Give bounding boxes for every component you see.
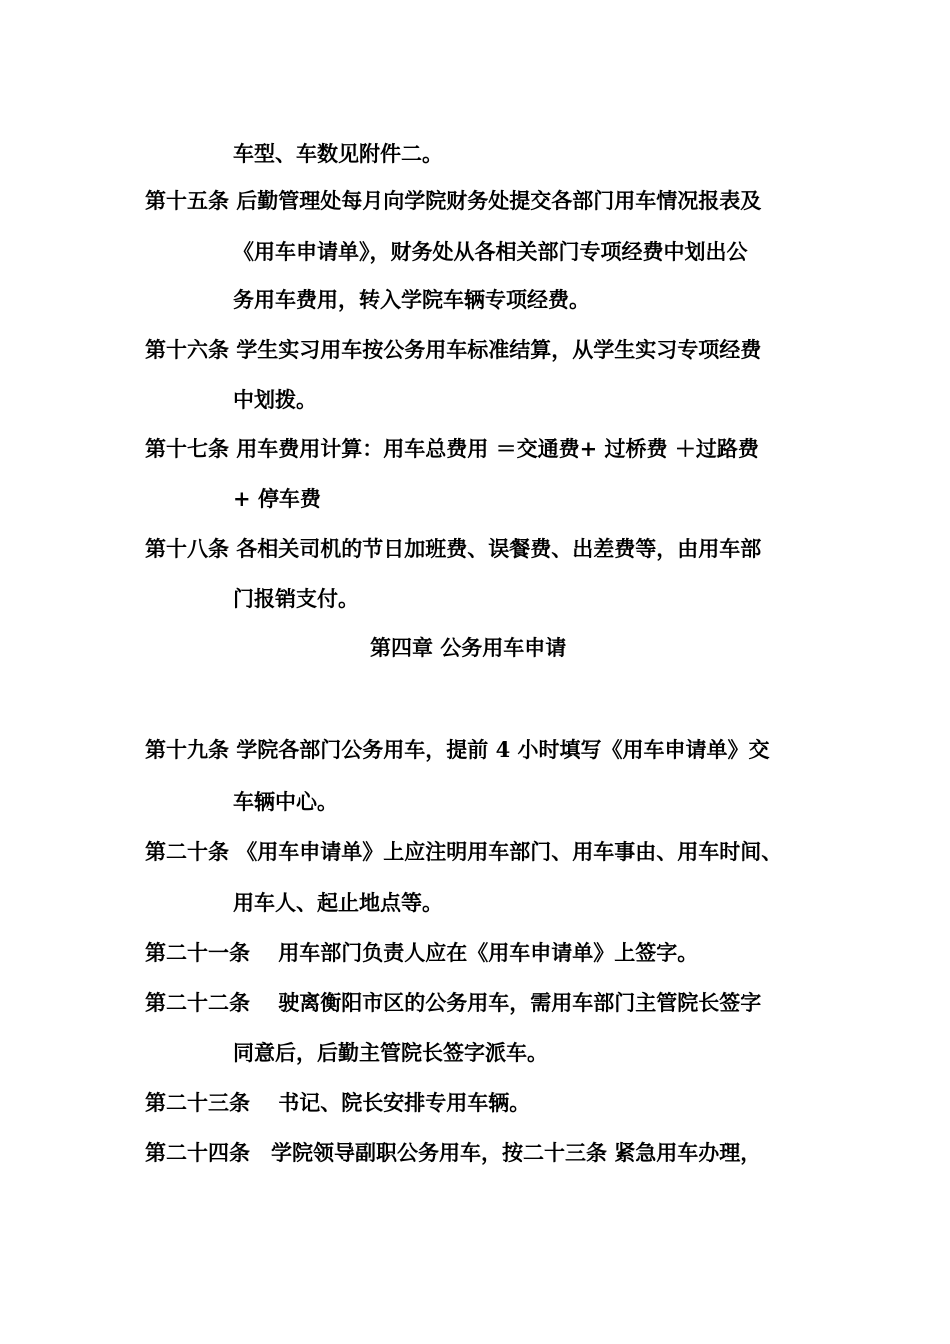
article-17-line: 第十七条 用车费用计算：用车总费用 ＝交通费+ 过桥费 ＋过路费 — [145, 436, 759, 461]
paragraph-line: 同意后，后勤主管院长签字派车。 — [233, 1040, 548, 1065]
paragraph-line: 务用车费用，转入学院车辆专项经费。 — [233, 287, 590, 312]
article-19-line: 第十九条 学院各部门公务用车，提前 4 小时填写《用车申请单》交 — [145, 737, 770, 762]
article-23-line: 第二十三条 书记、院长安排专用车辆。 — [145, 1090, 531, 1115]
article-15-line: 第十五条 后勤管理处每月向学院财务处提交各部门用车情况报表及 — [145, 188, 762, 213]
chapter-heading: 第四章 公务用车申请 — [370, 635, 567, 660]
paragraph-line: 车型、车数见附件二。 — [233, 141, 443, 166]
paragraph-line: + 停车费 — [233, 486, 321, 511]
paragraph-line: 中划拨。 — [233, 387, 317, 412]
paragraph-line: 《用车申请单》，财务处从各相关部门专项经费中划出公 — [233, 239, 748, 264]
article-22-line: 第二十二条 驶离衡阳市区的公务用车，需用车部门主管院长签字 — [145, 990, 762, 1015]
article-20-line: 第二十条 《用车申请单》上应注明用车部门、用车事由、用车时间、 — [145, 839, 783, 864]
article-16-line: 第十六条 学生实习用车按公务用车标准结算，从学生实习专项经费 — [145, 337, 762, 362]
article-21-line: 第二十一条 用车部门负责人应在《用车申请单》上签字。 — [145, 940, 699, 965]
paragraph-line: 门报销支付。 — [233, 586, 359, 611]
paragraph-line: 车辆中心。 — [233, 789, 338, 814]
article-18-line: 第十八条 各相关司机的节日加班费、误餐费、出差费等，由用车部 — [145, 536, 762, 561]
article-24-line: 第二十四条 学院领导副职公务用车，按二十三条 紧急用车办理， — [145, 1140, 762, 1165]
paragraph-line: 用车人、起止地点等。 — [233, 890, 443, 915]
